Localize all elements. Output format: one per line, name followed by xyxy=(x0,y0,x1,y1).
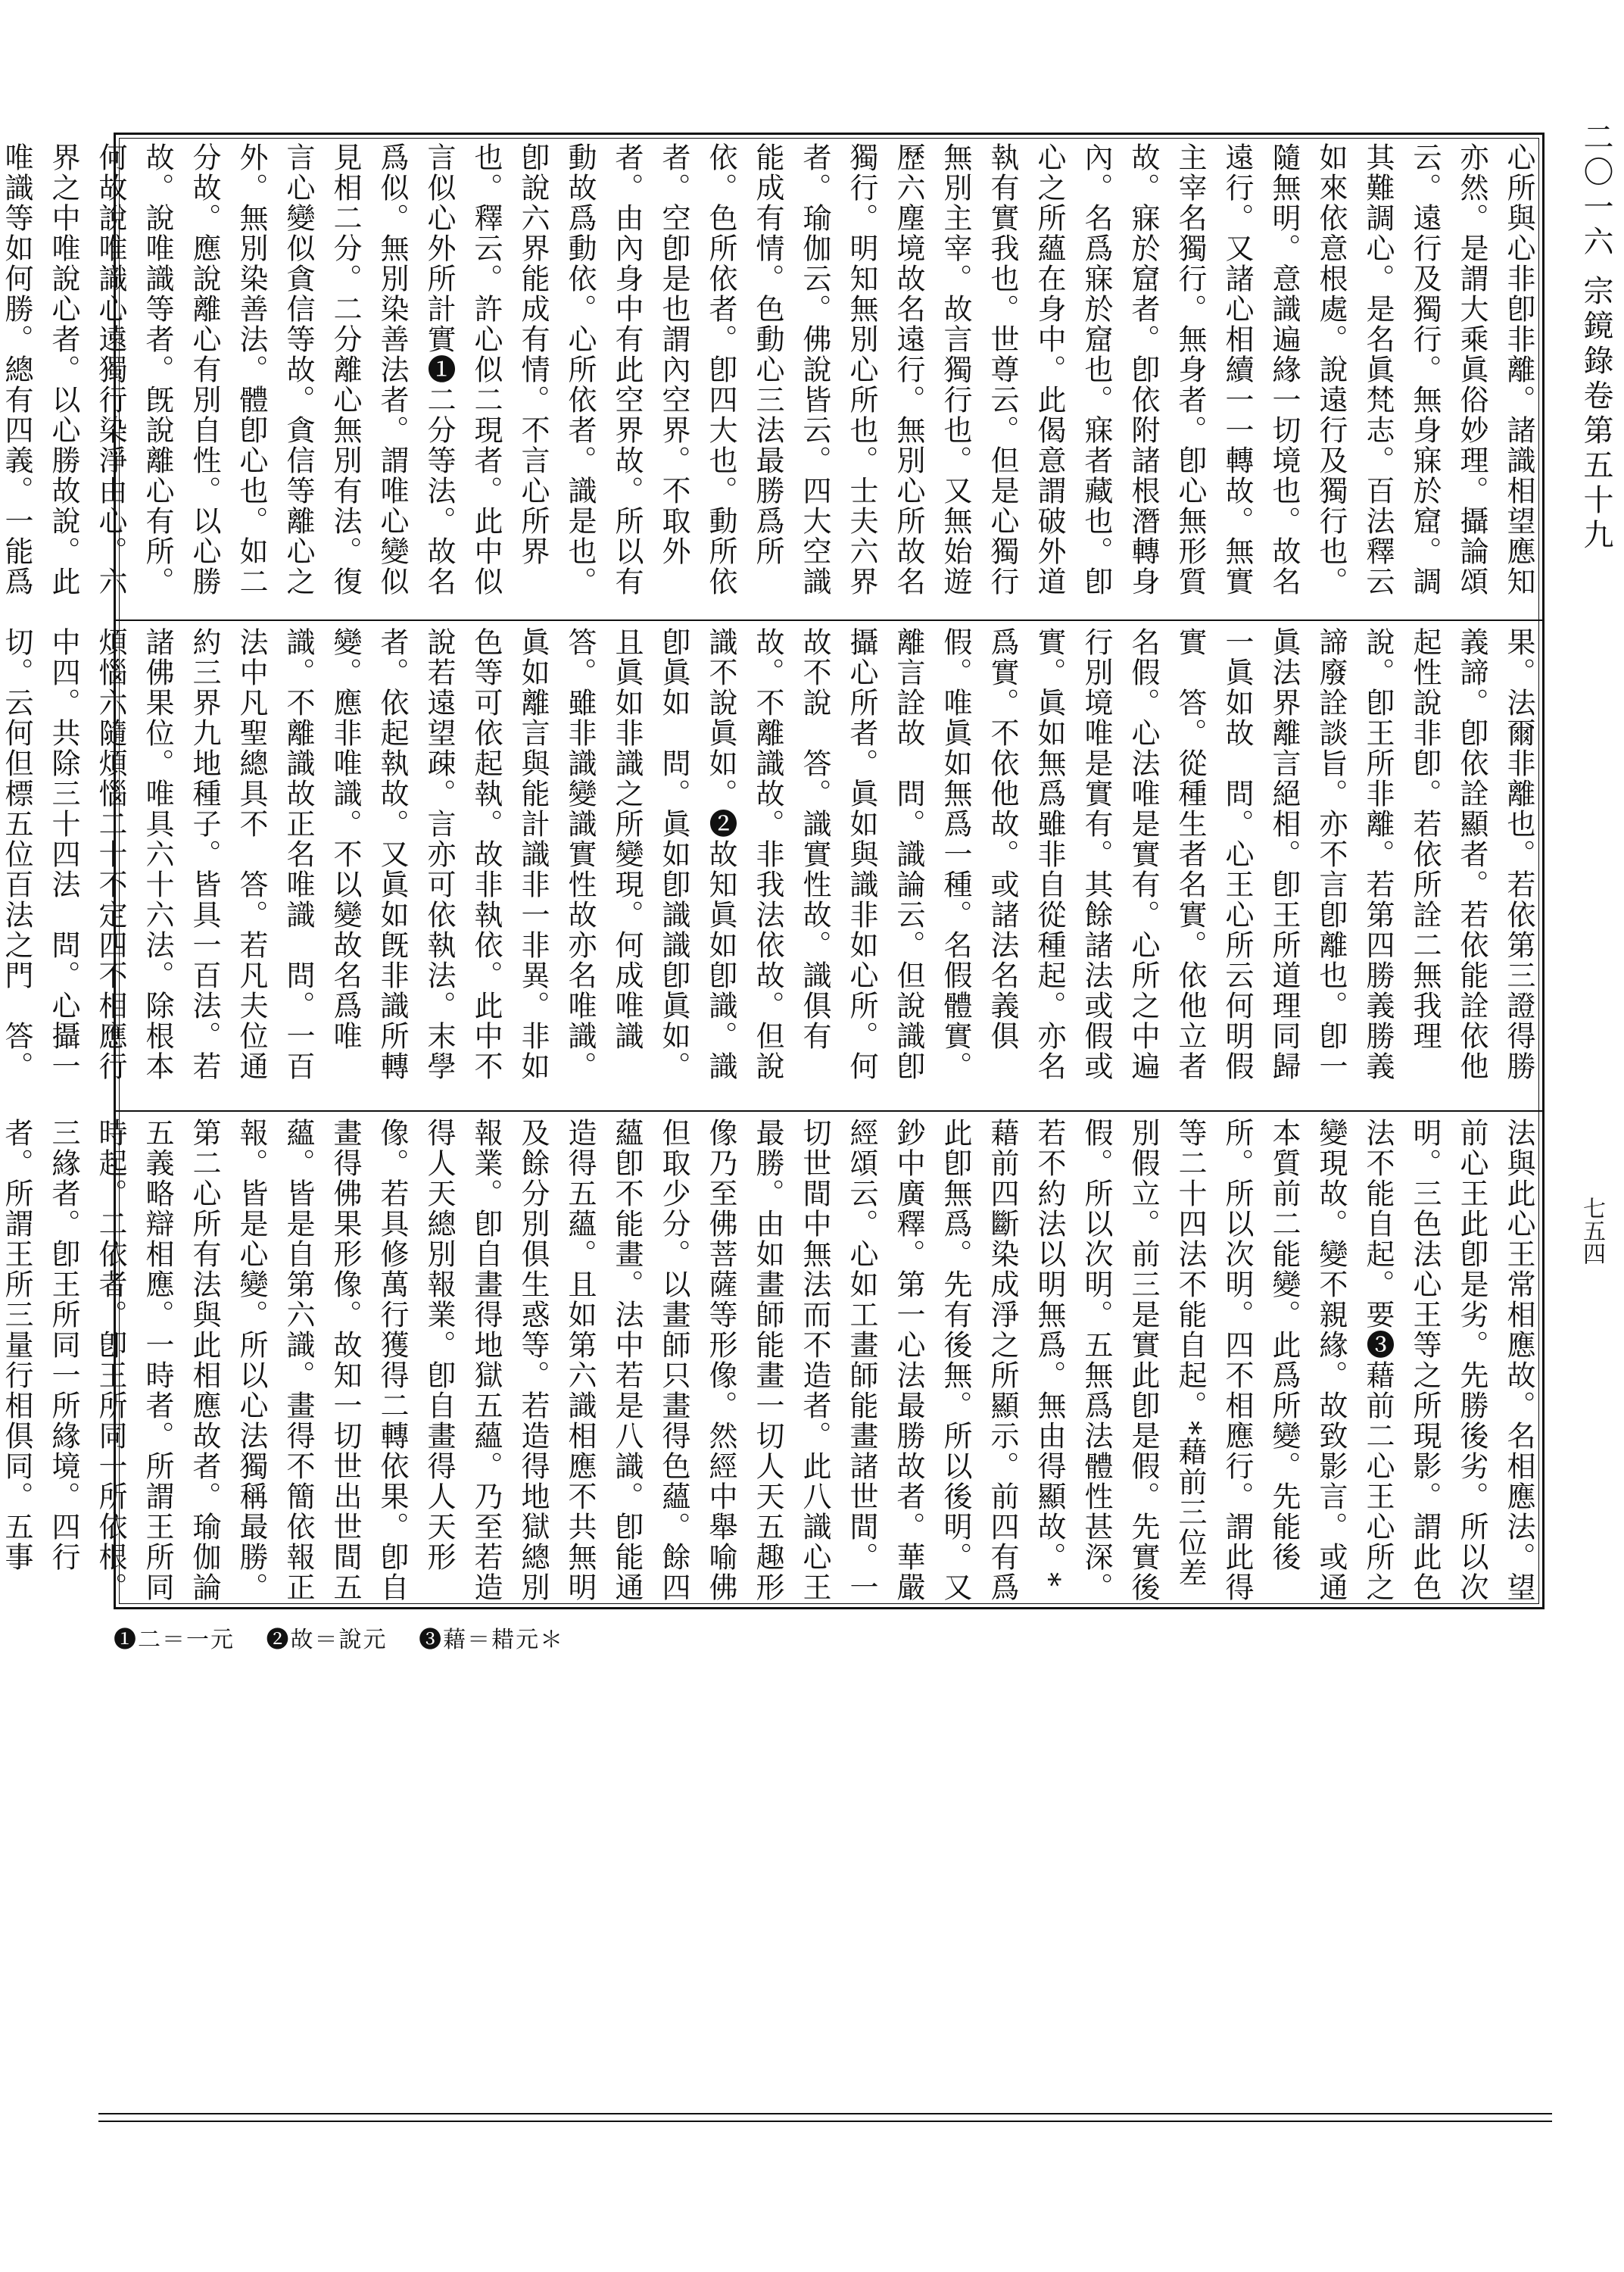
page-number: 七五四 xyxy=(1579,1197,1605,1265)
register-lower-text: 法與此心王常相應故。名相應法。望前心王此卽是劣。先勝後劣。所以次明。三色法心王等之所現影。謂此色法不能自起。要❸藉前二心王心所之變現故。變不親緣。故致影言。或通本質前二能變。此爲所變。先能後所。所以次明。四不相應行。謂此得等二十四法不能自起。*藉前三位差別假立。前三是實此卽是假。先實後假。所以次明。五無爲法體性甚深。若不約法以明無爲。無由得顯故。*藉前四斷染成淨之所顯示。前四有爲此卽無爲。先有後無。所以後明。又鈔中廣釋。第一心法最勝故者。華嚴經頌云。心如工畫師能畫諸世間。一切世間中無法而不造者。此八識心王最勝。由如畫師能畫一切人天五趣形像乃至佛菩薩等形像。然經中舉喻佛但取少分。以畫師只畫得色蘊。餘四蘊卽不能畫。法中若是八識。卽能通造得五蘊。且如第六識相應不共無明及餘分別俱生惑等。若造得地獄總別報業。卽自畫得地獄五蘊。乃至若造得人天總別報業。卽自畫得人天形像。若具修萬行獲得二轉依果。卽自畫得佛果形像。故知一切世出世間五蘊。皆是自第六識。畫得不簡依報正報。皆是心變。所以心法獨稱最勝。第二心所有法與此相應故者。瑜伽論五義略辯相應。一時者。所謂王所同時起。二依者。卽王所同一所依根。三緣者。卽王所同一所緣境。四行者。所謂王所三量行相俱同。五事 xyxy=(0,1118,1535,1603)
register-middle-text: 果。法爾非離也。若依第三證得勝義諦。卽依詮顯者。若依能詮依他起性說非卽。若依所詮二無我理說。卽王所非離。若第四勝義勝義諦廢詮談旨。亦不言卽離也。卽一眞法界離言絕相。卽王所道理同歸一眞如故 問。心王心所云何明假實 答。從種生者名實。依他立者名假。心法唯是實有。心所之中遍行別境唯是實有。其餘諸法或假或實。眞如無爲雖非自從種起。亦名爲實。不依他故。或諸法名義俱假。唯眞如無爲一種。名假體實。離言詮故 問。識論云。但說識卽攝心所者。眞如與識非如心所。何故不說 答。識實性故。識俱有故。不離識故。非我法依故。但說識不說眞如。❷故知眞如卽識。識卽眞如 問。眞如卽識識卽眞如。且眞如非識之所變現。何成唯識 答。雖非識變識實性故亦名唯識。眞如離言與能計識非一非異。非如色等可依起執。故非執依。此中不說若遠望疎。言亦可依執法。末學者。依起執故。又眞如旣非識所轉變。應非唯識。不以變故名爲唯識。不離識故正名唯識 問。一百法中凡聖總具不 答。若凡夫位通約三界九地種子。皆具一百法。若諸佛果位。唯具六十六法。除根本煩惱六隨煩惱二十不定四不相應行中四。共除三十四法 問。心攝一切。云何但標五位百法之門 答。 xyxy=(0,627,1535,1081)
register-divider-lower xyxy=(116,1110,1542,1112)
register-lower xyxy=(0,1118,1542,1603)
bottom-rule xyxy=(98,2121,1552,2122)
register-upper-text: 心所與心非卽非離。諸識相望應知亦然。是謂大乘眞俗妙理。攝論頌云。遠行及獨行。無身寐於窟。調其難調心。是名眞梵志。百法釋云如來依意根處。說遠行及獨行也。隨無明。意識遍緣一切境也。故名遠行。又諸心相續一一轉故。無實主宰名獨行。無身者。卽心無形質故。寐於窟者。卽依附諸根潛轉身內。名爲寐於窟也。寐者藏也。卽心之所蘊在身中。此偈意謂破外道執有實我也。世尊云。但是心獨行無別主宰。故言獨行也。又無始遊歷六塵境故名遠行。無別心所故名獨行。明知無別心所也。士夫六界者。瑜伽云。佛說皆云。四大空識能成有情。色動心三法最勝爲所依。色所依者。卽四大也。動所依者。空卽是也謂內空界。不取外者。由內身中有此空界故。所以有動故爲動依。心所依者。識是也。卽說六界能成有情。不言心所界也。釋云。許心似二現者。此中似言似心外所計實❶二分等法。故名爲似。無別染善法者。謂唯心變似見相二分。二分離心無別有法。復言心變似貪信等故。貪信等離心之外。無別染善法。體卽心也。如二分故。應說離心有別自性。以心勝故。說唯識等者。旣說離心有所。何故說唯識心遠獨行染淨由心。六界之中唯說心者。以心勝故說。此唯識等如何勝。總有四義。一能爲 xyxy=(0,142,1535,597)
bottom-rule xyxy=(98,2113,1552,2114)
footnotes xyxy=(114,1621,587,1654)
register-divider-upper xyxy=(116,619,1542,621)
running-title: 二〇一六 宗鏡錄卷第五十九 xyxy=(1579,121,1613,554)
text-frame xyxy=(0,133,1545,1609)
register-upper xyxy=(0,142,1542,616)
footnote: ❷故＝說元 xyxy=(266,1627,388,1653)
footnote: ❸藉＝耤元＊ xyxy=(419,1627,565,1653)
register-middle xyxy=(0,627,1542,1104)
footnote: ❶二＝一元 xyxy=(114,1627,235,1653)
